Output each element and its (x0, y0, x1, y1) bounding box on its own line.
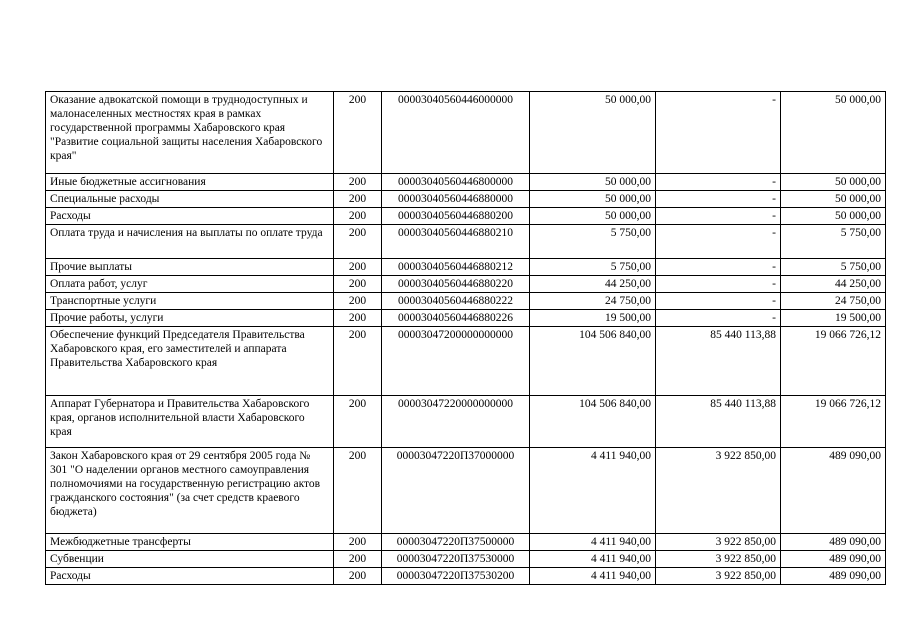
row-unexecuted-cell: 24 750,00 (781, 293, 886, 310)
row-approved-cell: 5 750,00 (530, 225, 656, 259)
table-row (46, 293, 886, 310)
row-executed-cell: - (656, 225, 781, 259)
row-line-code-cell: 200 (334, 259, 382, 276)
row-executed-cell: 85 440 113,88 (656, 327, 781, 396)
table-row (46, 310, 886, 327)
row-line-code-cell: 200 (334, 568, 382, 585)
row-name-cell: Прочие работы, услуги (46, 310, 334, 327)
row-approved-cell: 19 500,00 (530, 310, 656, 327)
row-name-cell: Транспортные услуги (46, 293, 334, 310)
row-budget-code-cell: 00003040560446880210 (382, 225, 530, 259)
row-line-code-cell: 200 (334, 534, 382, 551)
row-executed-cell: - (656, 310, 781, 327)
row-budget-code-cell: 00003040560446880000 (382, 191, 530, 208)
row-line-code-cell: 200 (334, 327, 382, 396)
row-budget-code-cell: 00003047220П37000000 (382, 448, 530, 534)
row-budget-code-cell: 00003040560446800000 (382, 174, 530, 191)
row-unexecuted-cell: 5 750,00 (781, 225, 886, 259)
row-executed-cell: 3 922 850,00 (656, 551, 781, 568)
row-unexecuted-cell: 19 500,00 (781, 310, 886, 327)
row-executed-cell: - (656, 92, 781, 174)
row-line-code-cell: 200 (334, 310, 382, 327)
row-unexecuted-cell: 50 000,00 (781, 191, 886, 208)
row-name-cell: Оказание адвокатской помощи в труднодоступных и малонаселенных местностях края в рамках государственной программы Хабаровского края "Развитие социальной защиты населения Хабаровского края" (46, 92, 334, 174)
row-budget-code-cell: 00003047220П37500000 (382, 534, 530, 551)
row-unexecuted-cell: 5 750,00 (781, 259, 886, 276)
row-name-cell: Межбюджетные трансферты (46, 534, 334, 551)
row-approved-cell: 50 000,00 (530, 191, 656, 208)
table-row (46, 276, 886, 293)
row-line-code-cell: 200 (334, 191, 382, 208)
row-name-cell: Расходы (46, 568, 334, 585)
row-line-code-cell: 200 (334, 396, 382, 448)
row-line-code-cell: 200 (334, 551, 382, 568)
row-unexecuted-cell: 50 000,00 (781, 92, 886, 174)
row-executed-cell: - (656, 259, 781, 276)
row-name-cell: Оплата работ, услуг (46, 276, 334, 293)
row-line-code-cell: 200 (334, 174, 382, 191)
expenditure-table-body (46, 92, 886, 585)
row-budget-code-cell: 00003040560446880220 (382, 276, 530, 293)
row-line-code-cell: 200 (334, 293, 382, 310)
table-row (46, 551, 886, 568)
row-executed-cell: - (656, 191, 781, 208)
row-name-cell: Специальные расходы (46, 191, 334, 208)
row-approved-cell: 4 411 940,00 (530, 551, 656, 568)
row-budget-code-cell: 00003047220П37530000 (382, 551, 530, 568)
row-approved-cell: 4 411 940,00 (530, 568, 656, 585)
row-name-cell: Прочие выплаты (46, 259, 334, 276)
row-executed-cell: 85 440 113,88 (656, 396, 781, 448)
row-executed-cell: - (656, 208, 781, 225)
row-executed-cell: 3 922 850,00 (656, 448, 781, 534)
row-unexecuted-cell: 19 066 726,12 (781, 327, 886, 396)
row-name-cell: Обеспечение функций Председателя Правительства Хабаровского края, его заместителей и аппарата Правительства Хабаровского края (46, 327, 334, 396)
row-approved-cell: 4 411 940,00 (530, 448, 656, 534)
row-approved-cell: 104 506 840,00 (530, 396, 656, 448)
row-executed-cell: - (656, 276, 781, 293)
row-approved-cell: 50 000,00 (530, 208, 656, 225)
row-approved-cell: 50 000,00 (530, 92, 656, 174)
row-approved-cell: 44 250,00 (530, 276, 656, 293)
table-row (46, 92, 886, 174)
table-row (46, 208, 886, 225)
row-unexecuted-cell: 489 090,00 (781, 534, 886, 551)
row-approved-cell: 104 506 840,00 (530, 327, 656, 396)
row-executed-cell: - (656, 293, 781, 310)
row-unexecuted-cell: 50 000,00 (781, 208, 886, 225)
row-line-code-cell: 200 (334, 92, 382, 174)
row-line-code-cell: 200 (334, 225, 382, 259)
row-budget-code-cell: 00003047220П37530200 (382, 568, 530, 585)
row-budget-code-cell: 00003040560446880212 (382, 259, 530, 276)
row-approved-cell: 5 750,00 (530, 259, 656, 276)
row-executed-cell: - (656, 174, 781, 191)
row-line-code-cell: 200 (334, 276, 382, 293)
row-name-cell: Субвенции (46, 551, 334, 568)
row-unexecuted-cell: 489 090,00 (781, 568, 886, 585)
row-approved-cell: 50 000,00 (530, 174, 656, 191)
table-row (46, 174, 886, 191)
table-row (46, 259, 886, 276)
row-approved-cell: 24 750,00 (530, 293, 656, 310)
row-budget-code-cell: 00003040560446880226 (382, 310, 530, 327)
row-budget-code-cell: 00003040560446000000 (382, 92, 530, 174)
row-unexecuted-cell: 489 090,00 (781, 551, 886, 568)
row-line-code-cell: 200 (334, 448, 382, 534)
table-row (46, 534, 886, 551)
table-row (46, 568, 886, 585)
expenditure-table (45, 91, 886, 585)
table-row (46, 327, 886, 396)
row-line-code-cell: 200 (334, 208, 382, 225)
row-executed-cell: 3 922 850,00 (656, 568, 781, 585)
table-row (46, 191, 886, 208)
row-budget-code-cell: 00003047220000000000 (382, 396, 530, 448)
row-name-cell: Аппарат Губернатора и Правительства Хабаровского края, органов исполнительной власти Хабаровского края (46, 396, 334, 448)
row-name-cell: Расходы (46, 208, 334, 225)
table-row (46, 396, 886, 448)
row-budget-code-cell: 00003040560446880200 (382, 208, 530, 225)
row-unexecuted-cell: 44 250,00 (781, 276, 886, 293)
row-unexecuted-cell: 19 066 726,12 (781, 396, 886, 448)
row-budget-code-cell: 00003047200000000000 (382, 327, 530, 396)
row-approved-cell: 4 411 940,00 (530, 534, 656, 551)
table-row (46, 225, 886, 259)
row-unexecuted-cell: 50 000,00 (781, 174, 886, 191)
row-budget-code-cell: 00003040560446880222 (382, 293, 530, 310)
row-name-cell: Оплата труда и начисления на выплаты по оплате труда (46, 225, 334, 259)
table-row (46, 448, 886, 534)
row-unexecuted-cell: 489 090,00 (781, 448, 886, 534)
row-name-cell: Иные бюджетные ассигнования (46, 174, 334, 191)
row-executed-cell: 3 922 850,00 (656, 534, 781, 551)
row-name-cell: Закон Хабаровского края от 29 сентября 2005 года № 301 "О наделении органов местного самоуправления полномочиями на государственную регистрацию актов гражданского состояния" (за счет средств краевого бюджета) (46, 448, 334, 534)
